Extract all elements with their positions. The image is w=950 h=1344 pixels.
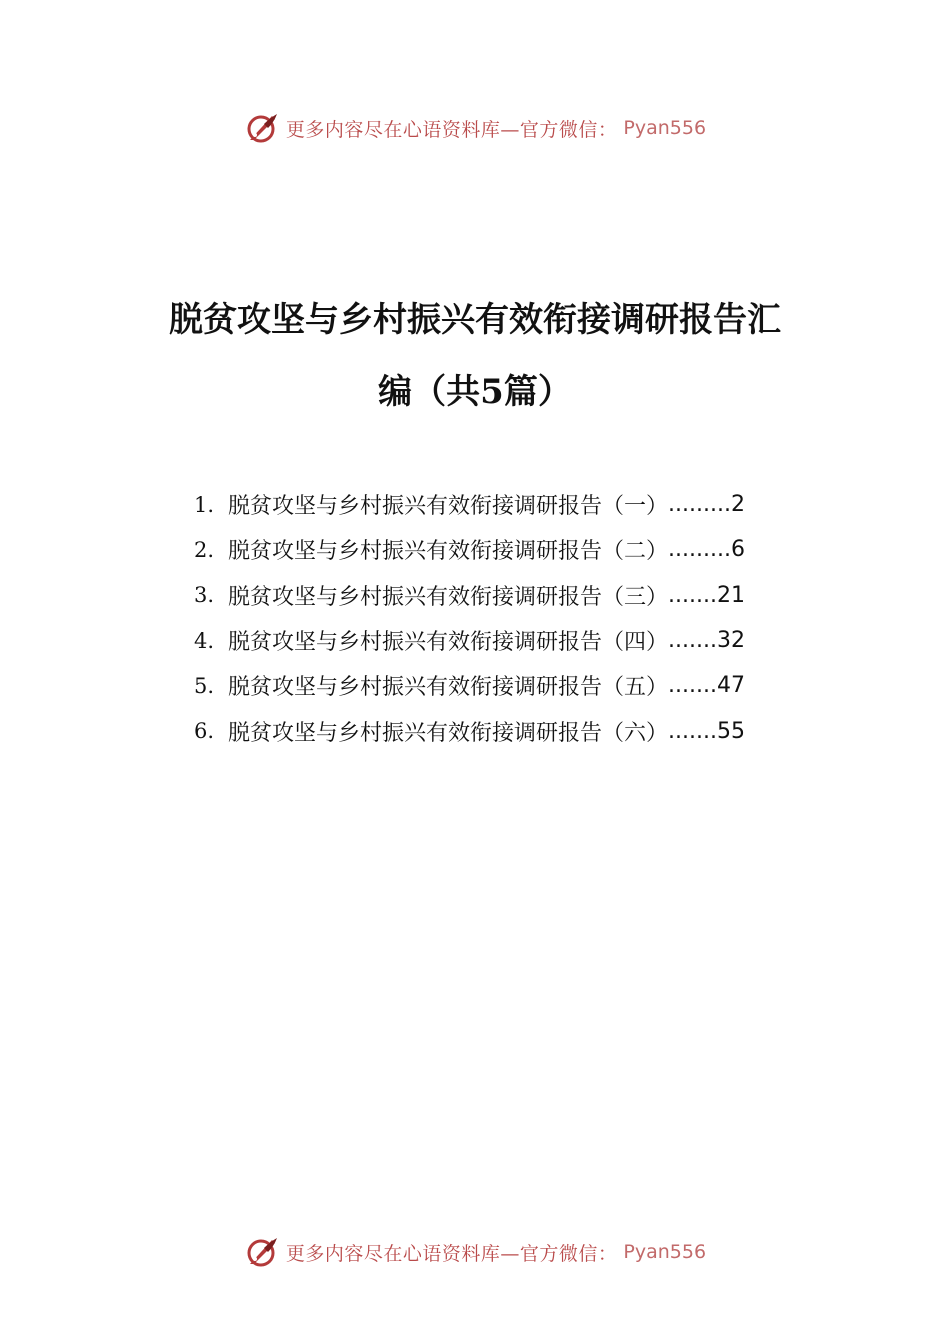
toc-item-number: 1. — [194, 492, 215, 517]
toc-item-page: 2 — [730, 492, 745, 518]
toc-item-number: 5. — [194, 673, 215, 698]
toc-item-3[interactable] — [194, 573, 814, 618]
header-banner — [0, 110, 950, 146]
document-title-line-2: 编（共5篇） — [378, 372, 572, 412]
quill-pen-logo-icon — [244, 1234, 280, 1270]
toc-item-title: 脱贫攻坚与乡村振兴有效衔接调研报告（一） — [228, 494, 669, 520]
table-of-contents — [194, 482, 814, 754]
toc-item-title: 脱贫攻坚与乡村振兴有效衔接调研报告（五） — [228, 675, 669, 701]
document-title-line-1: 脱贫攻坚与乡村振兴有效衔接调研报告汇 — [169, 300, 781, 340]
banner-text: 更多内容尽在心语资料库—官方微信： — [285, 118, 618, 141]
banner-text: 更多内容尽在心语资料库—官方微信： — [285, 1242, 618, 1265]
toc-item-leader: ......... — [668, 492, 731, 518]
toc-item-title: 脱贫攻坚与乡村振兴有效衔接调研报告（二） — [228, 539, 669, 565]
toc-item-4[interactable] — [194, 618, 814, 663]
toc-item-leader: ....... — [668, 718, 717, 744]
quill-pen-logo-icon — [244, 110, 280, 146]
toc-item-5[interactable] — [194, 663, 814, 708]
toc-item-page: 32 — [716, 628, 745, 654]
toc-item-leader: ....... — [668, 628, 717, 654]
footer-banner — [0, 1234, 950, 1270]
toc-item-page: 6 — [730, 537, 745, 563]
toc-item-6[interactable] — [194, 708, 814, 753]
toc-item-number: 3. — [194, 583, 215, 608]
toc-item-page: 55 — [716, 718, 745, 744]
toc-item-number: 4. — [194, 628, 215, 653]
toc-item-page: 21 — [716, 582, 745, 608]
toc-item-title: 脱贫攻坚与乡村振兴有效衔接调研报告（四） — [228, 630, 669, 656]
toc-item-leader: ....... — [668, 582, 717, 608]
toc-item-number: 6. — [194, 719, 215, 744]
wechat-id: Pyan556 — [623, 1241, 707, 1263]
toc-item-title: 脱贫攻坚与乡村振兴有效衔接调研报告（三） — [228, 584, 669, 610]
toc-item-leader: ......... — [668, 537, 731, 563]
toc-item-title: 脱贫攻坚与乡村振兴有效衔接调研报告（六） — [228, 720, 669, 746]
toc-item-1[interactable] — [194, 482, 814, 527]
toc-item-leader: ....... — [668, 673, 717, 699]
toc-item-page: 47 — [716, 673, 745, 699]
toc-item-number: 2. — [194, 537, 215, 562]
wechat-id: Pyan556 — [623, 117, 707, 139]
toc-item-2[interactable] — [194, 527, 814, 572]
